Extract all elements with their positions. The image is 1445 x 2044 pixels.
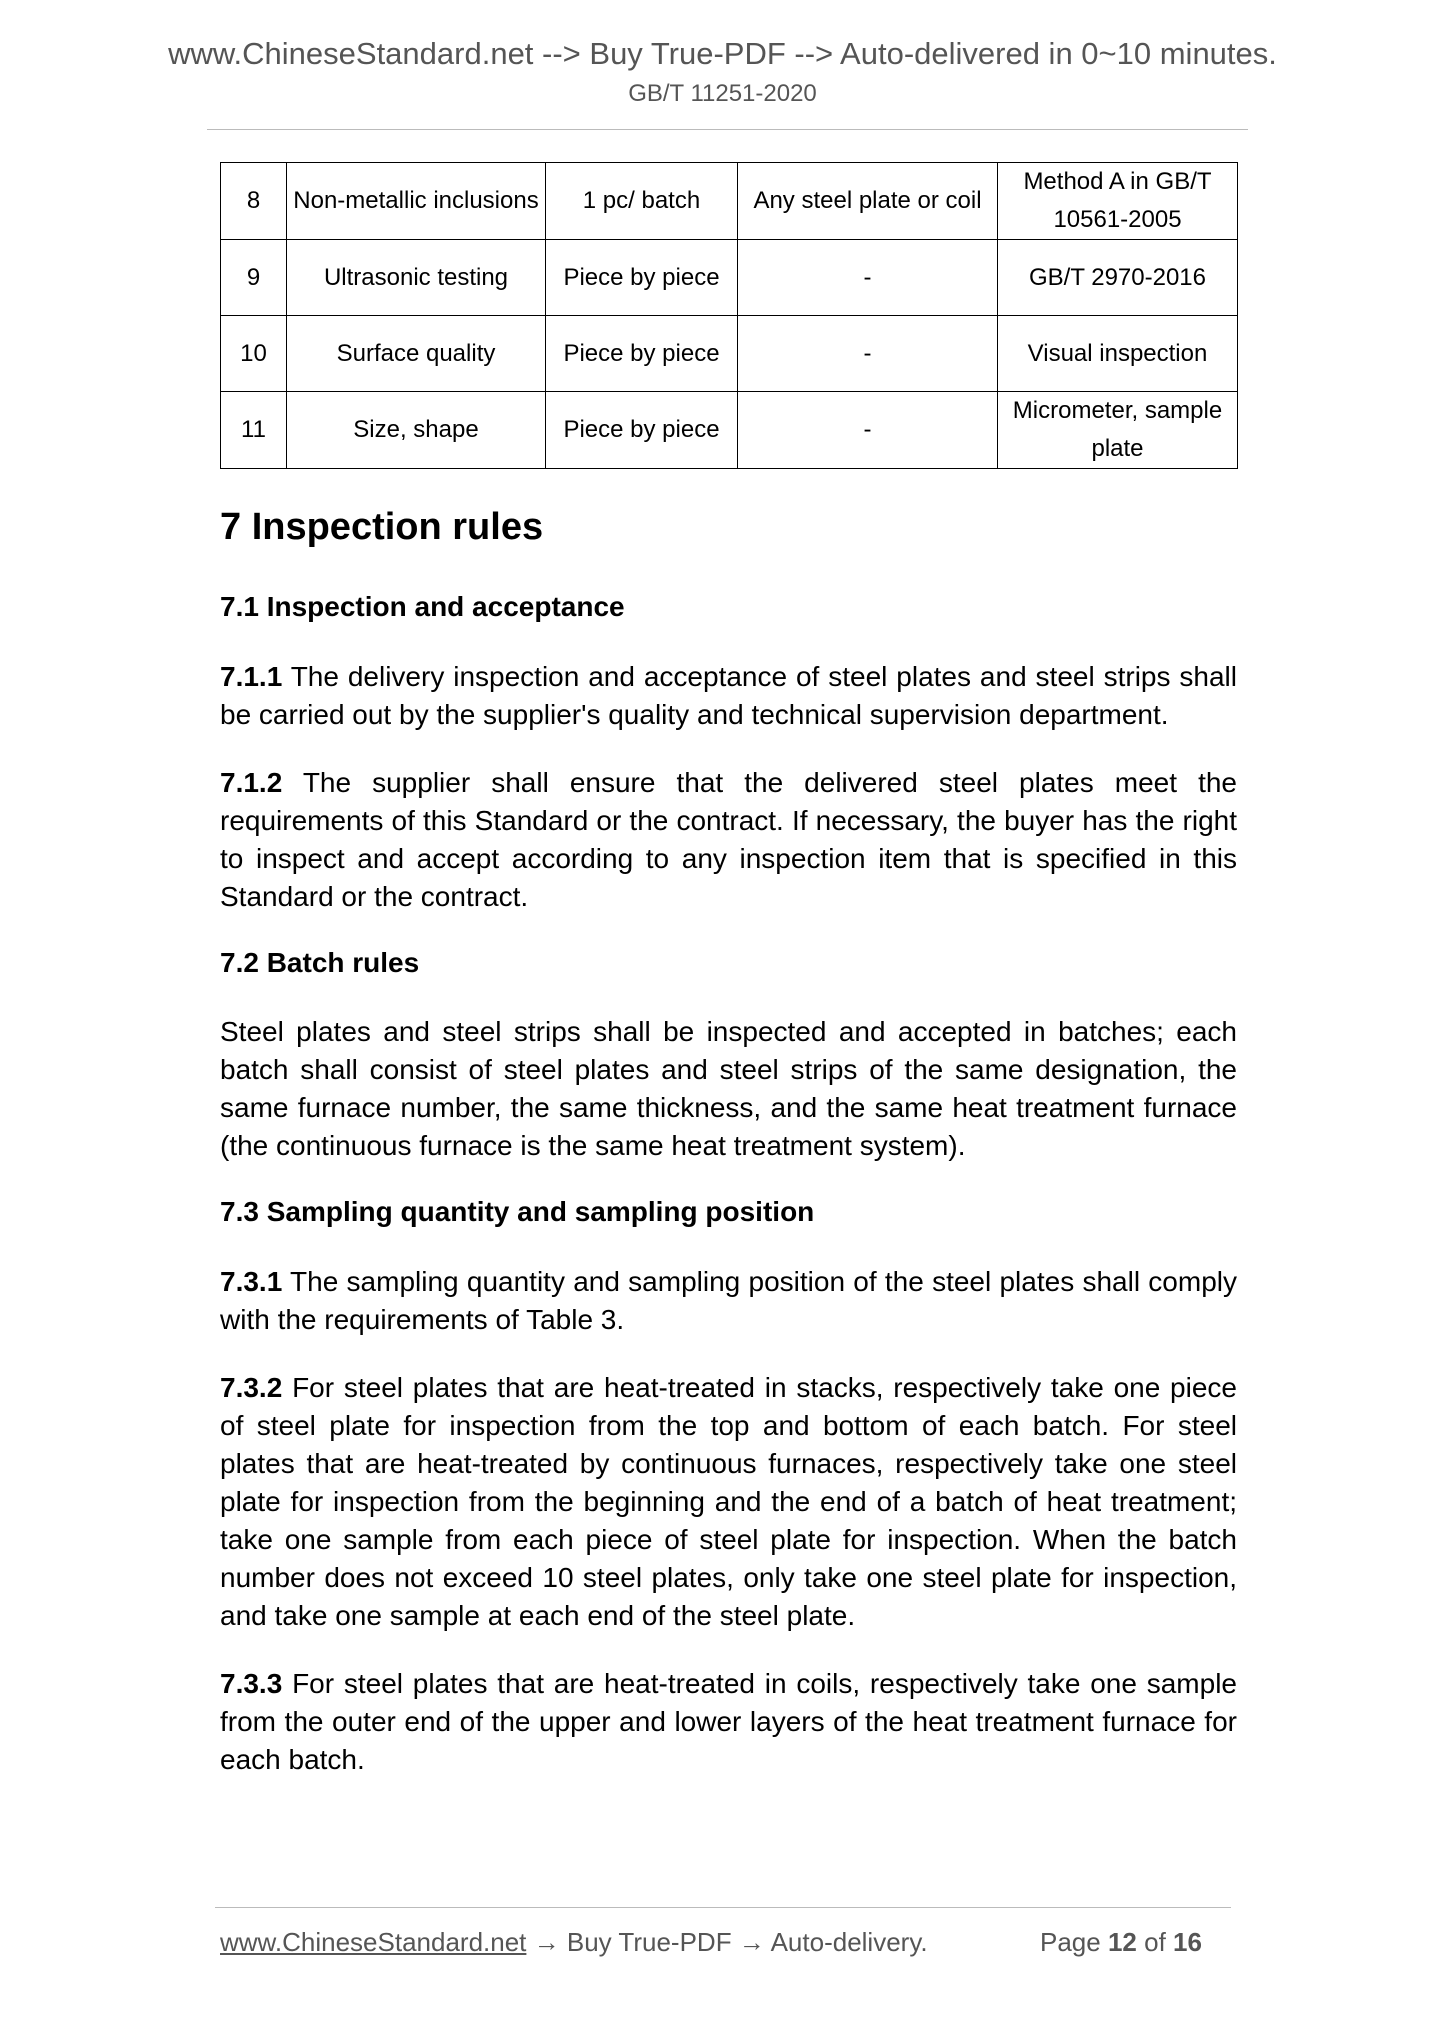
header-divider xyxy=(207,129,1248,130)
clause-7-2: Steel plates and steel strips shall be inspected and accepted in batches; each batch shall consist of steel plates and steel strips of the same designation, the same furnace number, the same thickness, and the same heat treatment furnace (the continuous furnace is the same heat treatment system). xyxy=(220,1016,1237,1162)
test-method: Method A in GB/T 10561-2005 xyxy=(998,163,1238,240)
clause-7-3-1 xyxy=(220,1263,1237,1339)
clause-7-1-1 xyxy=(220,658,1237,734)
subsection-title-7-2: 7.2 Batch rules xyxy=(220,946,420,978)
subsection-title-7-1: 7.1 Inspection and acceptance xyxy=(220,591,625,622)
page-number: 12 xyxy=(1107,1927,1137,1957)
inspection-item: Ultrasonic testing xyxy=(287,240,546,316)
footer-link[interactable]: www.ChineseStandard.net xyxy=(220,1927,527,1957)
footer-promo xyxy=(220,1929,928,1955)
clause-text: For steel plates that are heat-treated in stacks, respectively take one piece of steel plate for inspection from the top and bottom of each batch. For steel plates that are heat-treated by continuous furnaces, respectively take one steel plate for inspection from the beginning and the end of a batch of heat treatment; take one sample from each piece of steel plate for inspection. When the batch number does not exceed 10 steel plates, only take one steel plate for inspection, and take one sample at each end of the steel plate. xyxy=(220,1371,1237,1631)
subsection-title-7-3: 7.3 Sampling quantity and sampling position xyxy=(220,1196,815,1228)
clause-7-3-3 xyxy=(220,1665,1237,1779)
clause-number: 7.1.1 xyxy=(220,660,283,692)
test-method: Visual inspection xyxy=(998,316,1238,392)
inspection-item: Non-metallic inclusions xyxy=(287,163,546,240)
table-row xyxy=(221,240,1238,316)
total-pages: 16 xyxy=(1173,1927,1202,1957)
clause-number: 7.3.1 xyxy=(220,1265,283,1297)
row-number: 8 xyxy=(221,163,287,240)
test-method: Micrometer, sample plate xyxy=(998,392,1238,469)
table-row xyxy=(221,392,1238,469)
footer-text: → Buy True-PDF → Auto-delivery. xyxy=(533,1927,928,1957)
sampling-quantity: 1 pc/ batch xyxy=(546,163,738,240)
clause-text: The supplier shall ensure that the delivered steel plates meet the requirements of this Standard or the contract. If necessary, the buyer has the right to inspect and accept according to any inspection item that is specified in this Standard or the contract. xyxy=(220,766,1237,912)
inspection-item: Size, shape xyxy=(287,392,546,469)
sampling-quantity: Piece by piece xyxy=(546,240,738,316)
sampling-position: Any steel plate or coil xyxy=(738,163,998,240)
inspection-items-table xyxy=(220,162,1238,469)
clause-number: 7.1.2 xyxy=(220,766,283,798)
clause-number: 7.3.3 xyxy=(220,1667,283,1699)
footer-divider xyxy=(215,1907,1231,1908)
row-number: 11 xyxy=(221,392,287,469)
section-title: 7 Inspection rules xyxy=(220,506,544,548)
row-number: 9 xyxy=(221,240,287,316)
of-label: of xyxy=(1144,1927,1166,1957)
section-content xyxy=(220,505,1237,1779)
header-banner[interactable]: www.ChineseStandard.net --> Buy True-PDF --> Auto-delivered in 0~10 minutes. xyxy=(168,36,1277,71)
page-indicator xyxy=(1040,1929,1202,1955)
sampling-position: - xyxy=(738,392,998,469)
sampling-quantity: Piece by piece xyxy=(546,392,738,469)
clause-text: The sampling quantity and sampling position of the steel plates shall comply with the requirements of Table 3. xyxy=(220,1265,1237,1335)
sampling-quantity: Piece by piece xyxy=(546,316,738,392)
clause-text: For steel plates that are heat-treated in coils, respectively take one sample from the outer end of the upper and lower layers of the heat treatment furnace for each batch. xyxy=(220,1667,1237,1775)
row-number: 10 xyxy=(221,316,287,392)
clause-7-3-2 xyxy=(220,1369,1237,1635)
clause-number: 7.3.2 xyxy=(220,1371,283,1403)
table-row xyxy=(221,316,1238,392)
clause-text: The delivery inspection and acceptance of steel plates and steel strips shall be carried out by the supplier's quality and technical supervision department. xyxy=(220,660,1237,730)
test-method: GB/T 2970-2016 xyxy=(998,240,1238,316)
page-label: Page xyxy=(1040,1927,1101,1957)
sampling-position: - xyxy=(738,316,998,392)
sampling-position: - xyxy=(738,240,998,316)
inspection-item: Surface quality xyxy=(287,316,546,392)
clause-7-1-2 xyxy=(220,764,1237,916)
document-id: GB/T 11251-2020 xyxy=(628,80,817,107)
table-row xyxy=(221,163,1238,240)
